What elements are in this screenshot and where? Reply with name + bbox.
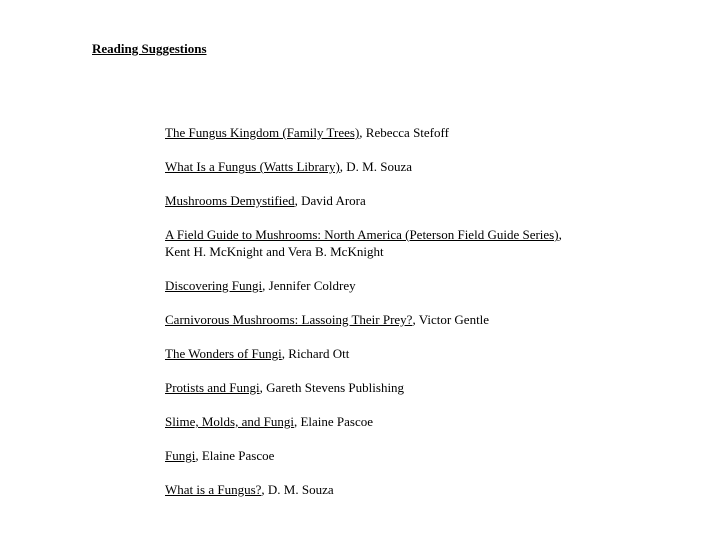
page-title: Reading Suggestions — [92, 41, 207, 56]
book-author: , Richard Ott — [281, 346, 350, 361]
book-author: , Rebecca Stefoff — [359, 125, 449, 140]
book-title: What is a Fungus? — [165, 482, 262, 497]
book-author: Kent H. McKnight and Vera B. McKnight — [165, 244, 384, 259]
book-title: Discovering Fungi — [165, 278, 263, 293]
book-title: Protists and Fungi — [165, 380, 260, 395]
book-title: Fungi — [165, 448, 196, 463]
list-item — [165, 311, 705, 328]
book-author: , Gareth Stevens Publishing — [259, 380, 405, 395]
list-item — [165, 413, 705, 430]
book-author: , Jennifer Coldrey — [262, 278, 356, 293]
book-title: Slime, Molds, and Fungi — [165, 414, 294, 429]
book-author: , Elaine Pascoe — [195, 448, 275, 463]
book-author: , Victor Gentle — [412, 312, 490, 327]
book-title: Mushrooms Demystified — [165, 193, 295, 208]
list-item — [165, 226, 705, 260]
book-author: , Elaine Pascoe — [293, 414, 373, 429]
book-author-separator: , — [558, 227, 562, 242]
list-item — [165, 192, 705, 209]
book-author: , David Arora — [294, 193, 366, 208]
book-title: Carnivorous Mushrooms: Lassoing Their Prey? — [165, 312, 413, 327]
book-title: What Is a Fungus (Watts Library) — [165, 159, 340, 174]
book-author: , D. M. Souza — [339, 159, 412, 174]
book-author: , D. M. Souza — [261, 482, 334, 497]
list-item — [165, 345, 705, 362]
book-title: A Field Guide to Mushrooms: North America (Peterson Field Guide Series) — [165, 227, 559, 242]
list-item — [165, 124, 705, 141]
reading-list — [165, 124, 705, 515]
list-item — [165, 158, 705, 175]
book-title: The Fungus Kingdom (Family Trees) — [165, 125, 360, 140]
book-title: The Wonders of Fungi — [165, 346, 282, 361]
list-item — [165, 481, 705, 498]
list-item — [165, 277, 705, 294]
list-item — [165, 379, 705, 396]
list-item — [165, 447, 705, 464]
